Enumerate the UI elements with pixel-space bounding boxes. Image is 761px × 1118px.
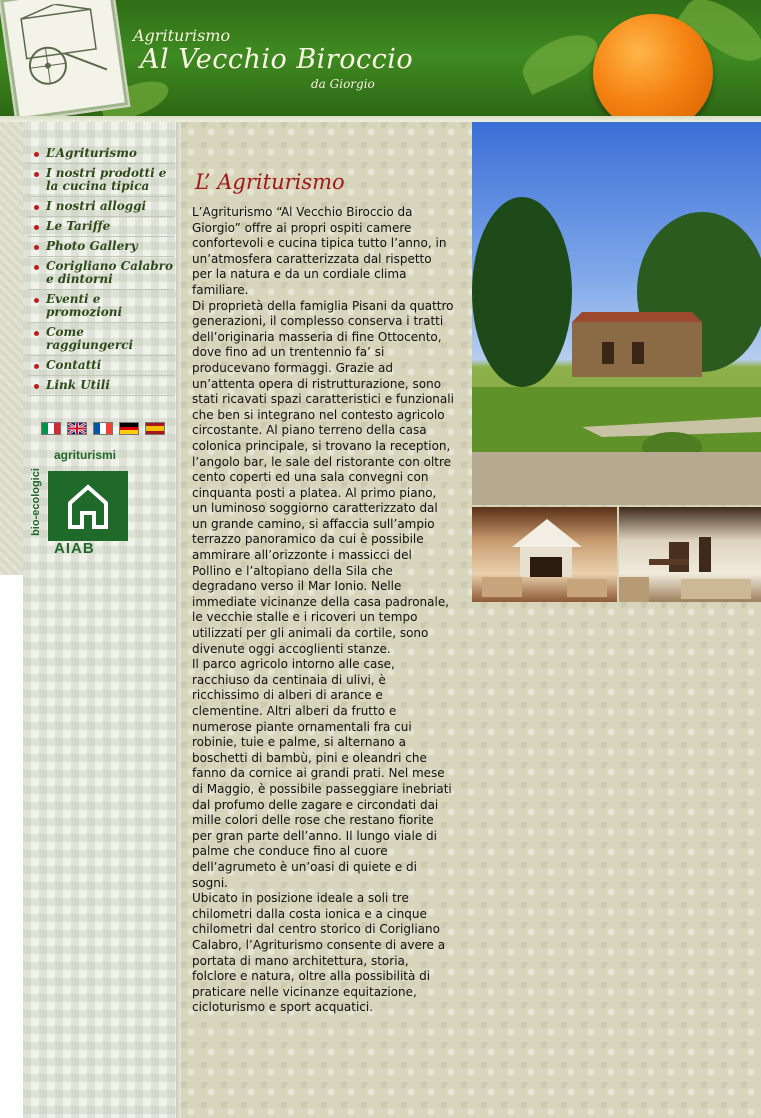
menu-item-contatti[interactable]	[28, 356, 174, 376]
header-title: Al Vecchio Biroccio	[140, 44, 414, 75]
uk-flag-icon[interactable]	[67, 422, 87, 435]
menu-item-label: Le Tariffe	[46, 219, 111, 233]
menu-item-label: L’Agriturismo	[46, 146, 137, 160]
bullet-icon	[34, 172, 39, 177]
italian-flag-icon[interactable]	[41, 422, 61, 435]
paragraph: Ubicato in posizione ideale a soli tre chilometri dalla costa ionica e a cinque chilometri dal centro storico di Corigliano Calabro, l’Agriturismo consente di avere a portata di mano architettura, storia, folclore e natura, oltre alla possibilità di praticare nelle vicinanze equitazione, cicloturismo e sport acquatici.	[192, 891, 446, 1015]
orange-image	[593, 14, 713, 122]
leaf-decoration	[515, 25, 604, 95]
bullet-icon	[34, 364, 39, 369]
bullet-icon	[34, 205, 39, 210]
badge-side-text: bio-ecologici	[30, 468, 42, 536]
menu-item-label: I nostri alloggi	[46, 199, 147, 213]
page-title: L’ Agriturismo	[195, 170, 345, 194]
article-body	[192, 205, 454, 1016]
language-selector	[41, 422, 165, 435]
menu-item-corigliano[interactable]	[28, 257, 174, 290]
uk-cross-icon	[68, 423, 86, 434]
aiab-badge[interactable]	[28, 448, 174, 563]
badge-top-text: agriturismi	[54, 448, 117, 462]
farmhouse-image	[472, 122, 761, 505]
bullet-icon	[34, 225, 39, 230]
menu-item-label: Contatti	[46, 358, 102, 372]
bullet-icon	[34, 152, 39, 157]
menu-item-label: Eventi e promozioni	[46, 292, 123, 319]
bullet-icon	[34, 245, 39, 250]
menu-item-prodotti[interactable]	[28, 164, 174, 197]
menu-item-label: Link Utili	[46, 378, 110, 392]
dining-room-image	[619, 507, 761, 602]
bullet-icon	[34, 384, 39, 389]
header-subtitle: da Giorgio	[311, 77, 375, 91]
menu-item-tariffe[interactable]	[28, 217, 174, 237]
left-border-pattern	[0, 122, 23, 575]
bullet-icon	[34, 265, 39, 270]
menu-item-label: Photo Gallery	[46, 239, 138, 253]
menu-item-raggiungerci[interactable]	[28, 323, 174, 356]
house-leaf-icon	[48, 462, 128, 544]
spanish-flag-icon[interactable]	[145, 422, 165, 435]
menu-item-label: Come raggiungerci	[46, 325, 134, 352]
menu-item-label: I nostri prodotti e la cucina tipica	[46, 166, 167, 193]
bullet-icon	[34, 331, 39, 336]
badge-name: AIAB	[54, 540, 95, 557]
badge-side	[28, 456, 44, 556]
menu-item-alloggi[interactable]	[28, 197, 174, 217]
menu-item-link[interactable]	[28, 376, 174, 396]
paragraph: Di proprietà della famiglia Pisani da quattro generazioni, il complesso conserva i tratti dell’originaria masseria di fine Ottocento, dove fino ad un trentennio fa’ si producevano formaggi. Grazie ad un’attenta opera di ristrutturazione, sono stati ricavati spazi caratteristici e funzionali che ben si integrano nel contesto agricolo circostante. Al piano terreno della casa colonica principale, si trovano la reception, l’angolo bar, le sale del ristorante con oltre cento coperti ed una sala convegni con cinquanta posti a platea. Al primo piano, un luminoso soggiorno caratterizzato dal un grande camino, si affaccia sull’ampio terrazzo panoramico da cui è possibile ammirare all’orizzonte i massicci del Pollino e l’altopiano della Sila che degradano verso il Mar Ionio. Nelle immediate vicinanze della casa padronale, le vecchie stalle e i ricoveri un tempo utilizzati per gli animali da cortile, sono divenute oggi accoglienti stanze.	[192, 298, 454, 656]
bullet-icon	[34, 298, 39, 303]
german-flag-icon[interactable]	[119, 422, 139, 435]
french-flag-icon[interactable]	[93, 422, 113, 435]
dining-room-photo[interactable]	[619, 507, 761, 602]
fireplace-image	[472, 507, 617, 602]
living-room-photo[interactable]	[472, 507, 617, 602]
paragraph: Il parco agricolo intorno alle case, racchiuso da centinaia di ulivi, è ricchissimo di alberi di arance e clementine. Altri alberi da frutto e numerose piante ornamentali fra cui robinie, tuie e palme, si alternano a boschetti di bambù, pini e oleandri che fanno da cornice ai grandi prati. Nel mese di Maggio, è possibile passeggiare inebriati dal profumo delle zagare e circondati dai mille colori delle rose che restano fiorite per gran parte dell’anno. Il lungo viale di palme che conduce fino al cuore dell’agrumeto è un’oasi di quiete e di sogni.	[192, 657, 452, 890]
site-header	[0, 0, 761, 122]
paragraph: L’Agriturismo “Al Vecchio Biroccio da Giorgio” offre ai propri ospiti camere confortevoli e cucina tipica tutto l’anno, in un’atmosfera caratterizzata dal rispetto per la natura e da un cordiale clima familiare.	[192, 205, 447, 297]
site-logo[interactable]	[0, 0, 130, 122]
farmhouse-photo[interactable]	[472, 122, 761, 505]
menu-item-label: Corigliano Calabro e dintorni	[46, 259, 174, 286]
main-menu	[28, 144, 174, 396]
cart-icon	[10, 0, 117, 100]
header-pretitle: Agriturismo	[133, 26, 231, 45]
menu-item-agriturismo[interactable]	[28, 144, 174, 164]
menu-item-eventi[interactable]	[28, 290, 174, 323]
menu-item-gallery[interactable]	[28, 237, 174, 257]
